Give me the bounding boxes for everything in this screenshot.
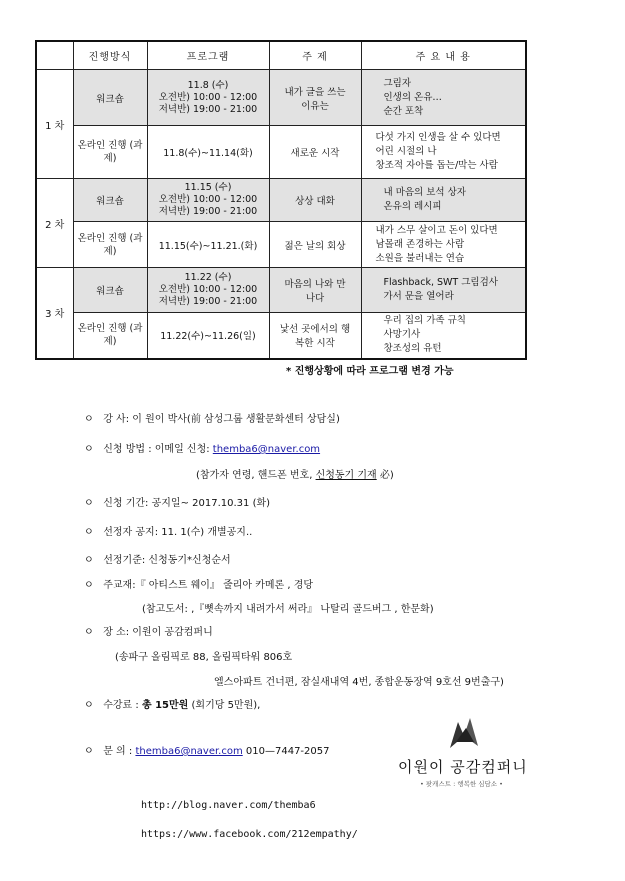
venue-text: 장 소: 이원이 공감컴퍼니	[103, 627, 213, 638]
header-content: 주 요 내 용	[361, 41, 526, 70]
selection-line	[84, 523, 252, 538]
blog-url[interactable]: http://blog.naver.com/themba6	[141, 800, 316, 811]
bullet: ㅇ	[84, 746, 94, 757]
header-blank	[36, 41, 73, 70]
content-cell	[361, 313, 526, 359]
content-line: 인생의 온유…	[383, 91, 442, 103]
content-line: 우리 집의 가족 규칙	[383, 315, 466, 327]
venue-line	[84, 623, 213, 638]
program-am: 오전반) 10:00 - 12:00	[158, 91, 258, 103]
apply-note-suffix: 必)	[376, 470, 394, 481]
program-date: 11.8 (수)	[187, 79, 229, 91]
apply-email-link[interactable]: themba6@naver.com	[212, 444, 321, 455]
change-note: * 진행상황에 따라 프로그램 변경 가능	[286, 366, 454, 377]
program-cell	[147, 268, 269, 313]
period-value: 공지일~ 2017.10.31 (화)	[148, 498, 271, 509]
instructor-line	[84, 410, 340, 425]
contact-label: 문 의 :	[103, 746, 136, 757]
textbook-text: 주교재:『 아티스트 웨이』 줄리아 카메론 , 경당	[103, 580, 314, 591]
program-date: 11.15 (수)	[184, 182, 232, 193]
hands-heart-icon	[444, 712, 484, 752]
selection-text: 선정자 공지: 11. 1(수) 개별공지..	[103, 527, 253, 538]
program-pm: 저녁반) 19:00 - 21:00	[158, 296, 258, 307]
logo-tagline: • 팟캐스트 : 행복한 심담소 •	[420, 780, 503, 788]
criteria-text: 선정기준: 신청동기*신청순서	[103, 555, 231, 566]
program-pm: 저녁반) 19:00 - 21:00	[158, 103, 258, 115]
content-cell	[361, 268, 526, 313]
table-row	[36, 313, 526, 359]
program-date: 11.22 (수)	[184, 272, 232, 283]
bullet: ㅇ	[84, 527, 94, 538]
bullet: ㅇ	[84, 627, 94, 638]
program-cell	[147, 179, 269, 222]
method-cell: 온라인 진행 (과제)	[73, 222, 147, 268]
content-line: 다섯 가지 인생을 살 수 있다면	[375, 132, 501, 143]
content-line: 가서 문을 열어라	[383, 291, 454, 302]
round-label: 2 차	[36, 179, 73, 268]
header-program: 프로그램	[147, 41, 269, 70]
table-row	[36, 179, 526, 222]
contact-line	[84, 742, 330, 757]
period-cell: 11.8(수)~11.14(화)	[147, 126, 269, 179]
address-line-2: 엘스아파트 건너편, 잠실새내역 4번, 종합운동장역 9호선 9번출구)	[214, 677, 504, 688]
facebook-url[interactable]: https://www.facebook.com/212empathy/	[141, 829, 358, 840]
table-row	[36, 268, 526, 313]
theme-cell: 상상 대화	[269, 179, 361, 222]
contact-email-link[interactable]: themba6@naver.com	[135, 746, 243, 757]
theme-cell: 내가 글을 쓰는 이유는	[269, 70, 361, 126]
period-label: 신청 기간:	[103, 498, 149, 509]
method-cell: 워크숍	[73, 268, 147, 313]
table-row	[36, 222, 526, 268]
content-line: 남몰래 존경하는 사람	[375, 238, 465, 250]
program-am: 오전반) 10:00 - 12:00	[158, 284, 258, 295]
content-cell	[361, 70, 526, 126]
fee-label: 수강료 :	[103, 700, 142, 711]
theme-cell: 젊은 날의 회상	[269, 222, 361, 268]
fee-value: 총 15만원	[141, 700, 189, 711]
apply-label: 신청 방법 : 이메일 신청:	[103, 444, 213, 455]
instructor-text: 강 사: 이 원이 박사(前 삼성그룹 생활문화센터 상담실)	[103, 414, 340, 425]
fee-line	[84, 696, 260, 711]
period-line	[84, 494, 270, 509]
content-line: 창조적 자아를 돕는/막는 사람	[375, 160, 498, 171]
program-am: 오전반) 10:00 - 12:00	[158, 194, 258, 205]
apply-line	[84, 440, 320, 455]
method-cell: 온라인 진행 (과제)	[73, 126, 147, 179]
textbook-line	[84, 576, 313, 591]
content-line: 온유의 레시피	[383, 201, 442, 212]
content-cell	[361, 126, 526, 179]
bullet: ㅇ	[84, 498, 94, 509]
content-line: 사망기사	[383, 329, 421, 341]
bullet: ㅇ	[84, 414, 94, 425]
bullet: ㅇ	[84, 444, 94, 455]
bullet: ㅇ	[84, 700, 94, 711]
schedule-table	[35, 40, 527, 360]
content-line: 소원을 불러내는 연습	[375, 252, 465, 264]
theme-cell: 마음의 나와 만나다	[269, 268, 361, 313]
apply-note	[196, 466, 394, 481]
bullet: ㅇ	[84, 580, 94, 591]
content-line: Flashback, SWT 그림검사	[383, 277, 498, 288]
period-cell: 11.15(수)~11.21.(화)	[147, 222, 269, 268]
content-cell	[361, 222, 526, 268]
table-header-row	[36, 41, 526, 70]
table-row	[36, 70, 526, 126]
period-cell: 11.22(수)~11.26(일)	[147, 313, 269, 359]
content-line: 창조성의 유턴	[383, 343, 442, 355]
table-row	[36, 126, 526, 179]
content-line: 내 마음의 보석 상자	[383, 187, 466, 198]
content-line: 내가 스무 살이고 돈이 있다면	[375, 224, 498, 236]
round-label: 3 차	[36, 268, 73, 359]
criteria-line	[84, 551, 231, 566]
header-theme: 주 제	[269, 41, 361, 70]
fee-note: (회기당 5만원),	[188, 700, 261, 711]
theme-cell: 낯선 곳에서의 행복한 시작	[269, 313, 361, 359]
apply-note-underlined: 신청동기 기재	[315, 470, 377, 481]
contact-phone: 010—7447-2057	[242, 746, 330, 757]
theme-cell: 새로운 시작	[269, 126, 361, 179]
address-line-1: (송파구 올림픽로 88, 올림픽타워 806호	[115, 652, 293, 663]
program-pm: 저녁반) 19:00 - 21:00	[158, 206, 258, 217]
bullet: ㅇ	[84, 555, 94, 566]
method-cell: 워크숍	[73, 70, 147, 126]
header-method: 진행방식	[73, 41, 147, 70]
apply-note-prefix: (참가자 연령, 핸드폰 번호,	[196, 470, 316, 481]
program-cell	[147, 70, 269, 126]
content-cell	[361, 179, 526, 222]
content-line: 어린 시절의 나	[375, 146, 437, 157]
logo-name: 이원이 공감컴퍼니	[398, 758, 528, 776]
content-line: 그림자	[383, 77, 412, 89]
round-label: 1 차	[36, 70, 73, 179]
content-line: 순간 포착	[383, 105, 424, 117]
method-cell: 온라인 진행 (과제)	[73, 313, 147, 359]
reference-line: (참고도서: ,『뼛속까지 내려가서 써라』 나탈리 골드버그 , 한문화)	[142, 604, 434, 615]
method-cell: 워크숍	[73, 179, 147, 222]
